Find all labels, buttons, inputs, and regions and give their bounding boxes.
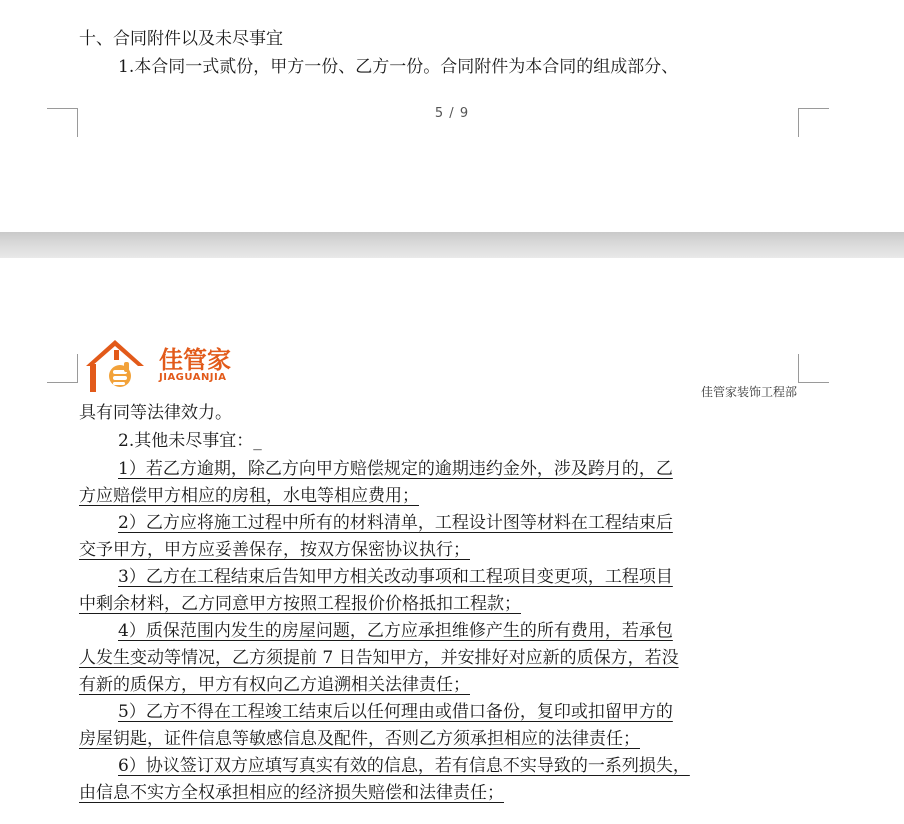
- clause-line: 4）质保范围内发生的房屋问题，乙方应承担维修产生的所有费用，若承包: [118, 621, 673, 641]
- clause-line: 方应赔偿甲方相应的房租，水电等相应费用；: [79, 486, 419, 506]
- clause-line: 5）乙方不得在工程竣工结束后以任何理由或借口备份，复印或扣留甲方的: [118, 702, 673, 722]
- logo-text: 佳管家: [159, 346, 231, 374]
- crop-mark-right: [798, 354, 829, 383]
- clause-line: 6）协议签订双方应填写真实有效的信息，若有信息不实导致的一系列损失，: [118, 756, 690, 776]
- house-logo-icon: [80, 336, 150, 394]
- clause-line: 人发生变动等情况，乙方须提前 7 日告知甲方，并安排好对应新的质保方，若没: [79, 648, 679, 668]
- continuation-text: 具有同等法律效力。: [79, 403, 232, 423]
- document-page-top: [0, 0, 904, 232]
- logo-subtitle: JIAGUANJIA: [159, 372, 227, 383]
- clause-line: 2）乙方应将施工过程中所有的材料清单，工程设计图等材料在工程结束后: [118, 513, 673, 533]
- clause-line: 中剩余材料，乙方同意甲方按照工程报价价格抵扣工程款；: [79, 594, 521, 614]
- clause-line: 1）若乙方逾期，除乙方向甲方赔偿规定的逾期违约金外，涉及跨月的，乙: [118, 459, 673, 479]
- header-department: 佳管家装饰工程部: [700, 385, 797, 399]
- clause-line: 房屋钥匙，证件信息等敏感信息及配件，否则乙方须承担相应的法律责任；: [79, 729, 640, 749]
- paragraph-item-1: 1.本合同一式贰份，甲方一份、乙方一份。合同附件为本合同的组成部分、: [118, 57, 679, 77]
- section-heading: 十、合同附件以及未尽事宜: [79, 29, 283, 49]
- clause-line: 交予甲方，甲方应妥善保存，按双方保密协议执行；: [79, 540, 470, 560]
- document-page-bottom: [0, 258, 904, 824]
- page-indicator: 5 / 9: [434, 106, 470, 121]
- clause-line: 3）乙方在工程结束后告知甲方相关改动事项和工程项目变更项，工程项目: [118, 567, 673, 587]
- paragraph-item-2: 2.其他未尽事宜：_: [118, 431, 262, 451]
- crop-mark-left: [47, 354, 78, 383]
- clause-line: 由信息不实方全权承担相应的经济损失赔偿和法律责任；: [79, 783, 504, 803]
- clause-line: 有新的质保方，甲方有权向乙方追溯相关法律责任；: [79, 675, 470, 695]
- page-gap: [0, 232, 904, 258]
